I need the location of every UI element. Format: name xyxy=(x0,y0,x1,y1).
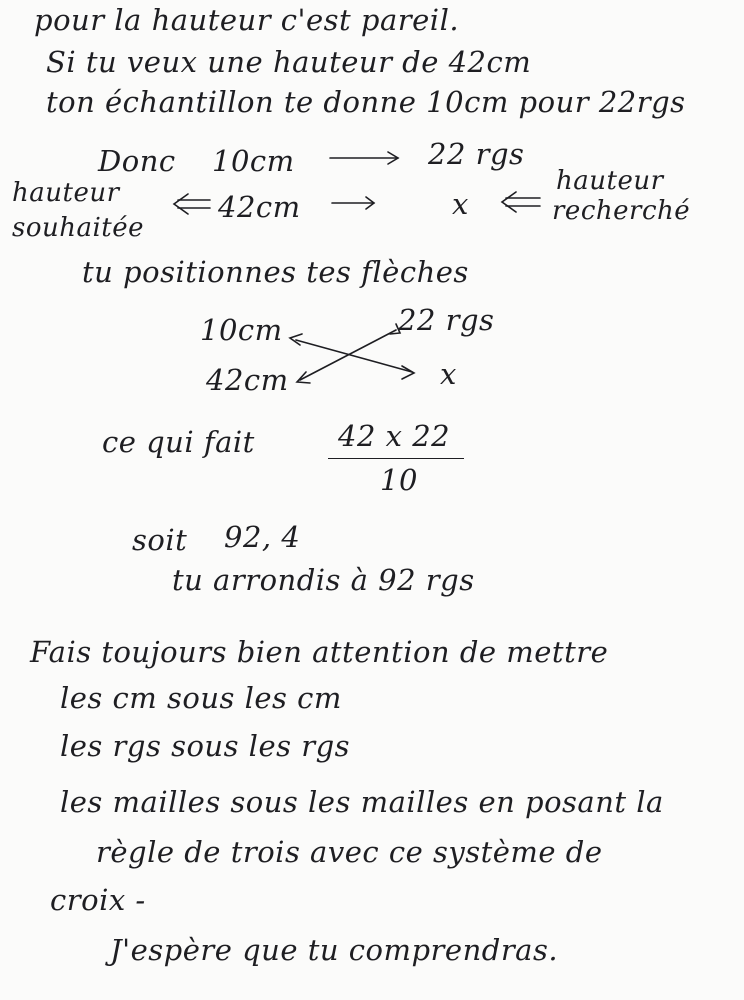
right-label-line-2: recherché xyxy=(552,196,691,226)
row1-left-value: 10cm xyxy=(212,144,295,178)
cross-top-right: 22 rgs xyxy=(398,303,495,337)
cross-bottom-left: 42cm xyxy=(206,363,289,397)
donc-word: Donc xyxy=(98,144,176,178)
fraction-denominator: 10 xyxy=(380,463,418,497)
cross-bottom-right: x xyxy=(440,357,457,391)
soit-word: soit xyxy=(132,523,188,557)
result-value: 92, 4 xyxy=(224,520,301,554)
computation-prefix: ce qui fait xyxy=(102,425,255,459)
row1-right-value: 22 rgs xyxy=(428,137,525,171)
right-label-line-1: hauteur xyxy=(556,166,664,196)
line-3: ton échantillon te donne 10cm pour 22rgs xyxy=(46,85,686,119)
left-label-line-2: souhaitée xyxy=(12,213,145,243)
right-arrow-icon xyxy=(330,152,398,164)
advice-line-5: règle de trois avec ce système de xyxy=(96,835,603,869)
double-left-arrow-icon xyxy=(174,194,210,214)
rounded-result: tu arrondis à 92 rgs xyxy=(172,563,475,597)
cross-arrows-icon xyxy=(290,324,414,383)
left-label-line-1: hauteur xyxy=(12,178,120,208)
row2-left-value: 42cm xyxy=(218,190,301,224)
fraction-numerator: 42 x 22 xyxy=(338,419,451,453)
right-arrow-icon xyxy=(332,197,374,209)
fraction-bar xyxy=(328,458,464,459)
line-1: pour la hauteur c'est pareil. xyxy=(34,3,460,37)
cross-top-left: 10cm xyxy=(200,313,283,347)
advice-line-6: croix - xyxy=(50,883,146,917)
advice-line-1: Fais toujours bien attention de mettre xyxy=(30,635,609,669)
advice-line-2: les cm sous les cm xyxy=(60,681,342,715)
advice-line-4: les mailles sous les mailles en posant la xyxy=(60,785,664,819)
advice-line-7: J'espère que tu comprendras. xyxy=(110,933,559,967)
row2-right-value: x xyxy=(452,187,469,221)
advice-line-3: les rgs sous les rgs xyxy=(60,729,351,763)
line-2: Si tu veux une hauteur de 42cm xyxy=(46,45,532,79)
double-left-arrow-icon xyxy=(502,192,540,212)
arrows-title: tu positionnes tes flèches xyxy=(82,255,469,289)
